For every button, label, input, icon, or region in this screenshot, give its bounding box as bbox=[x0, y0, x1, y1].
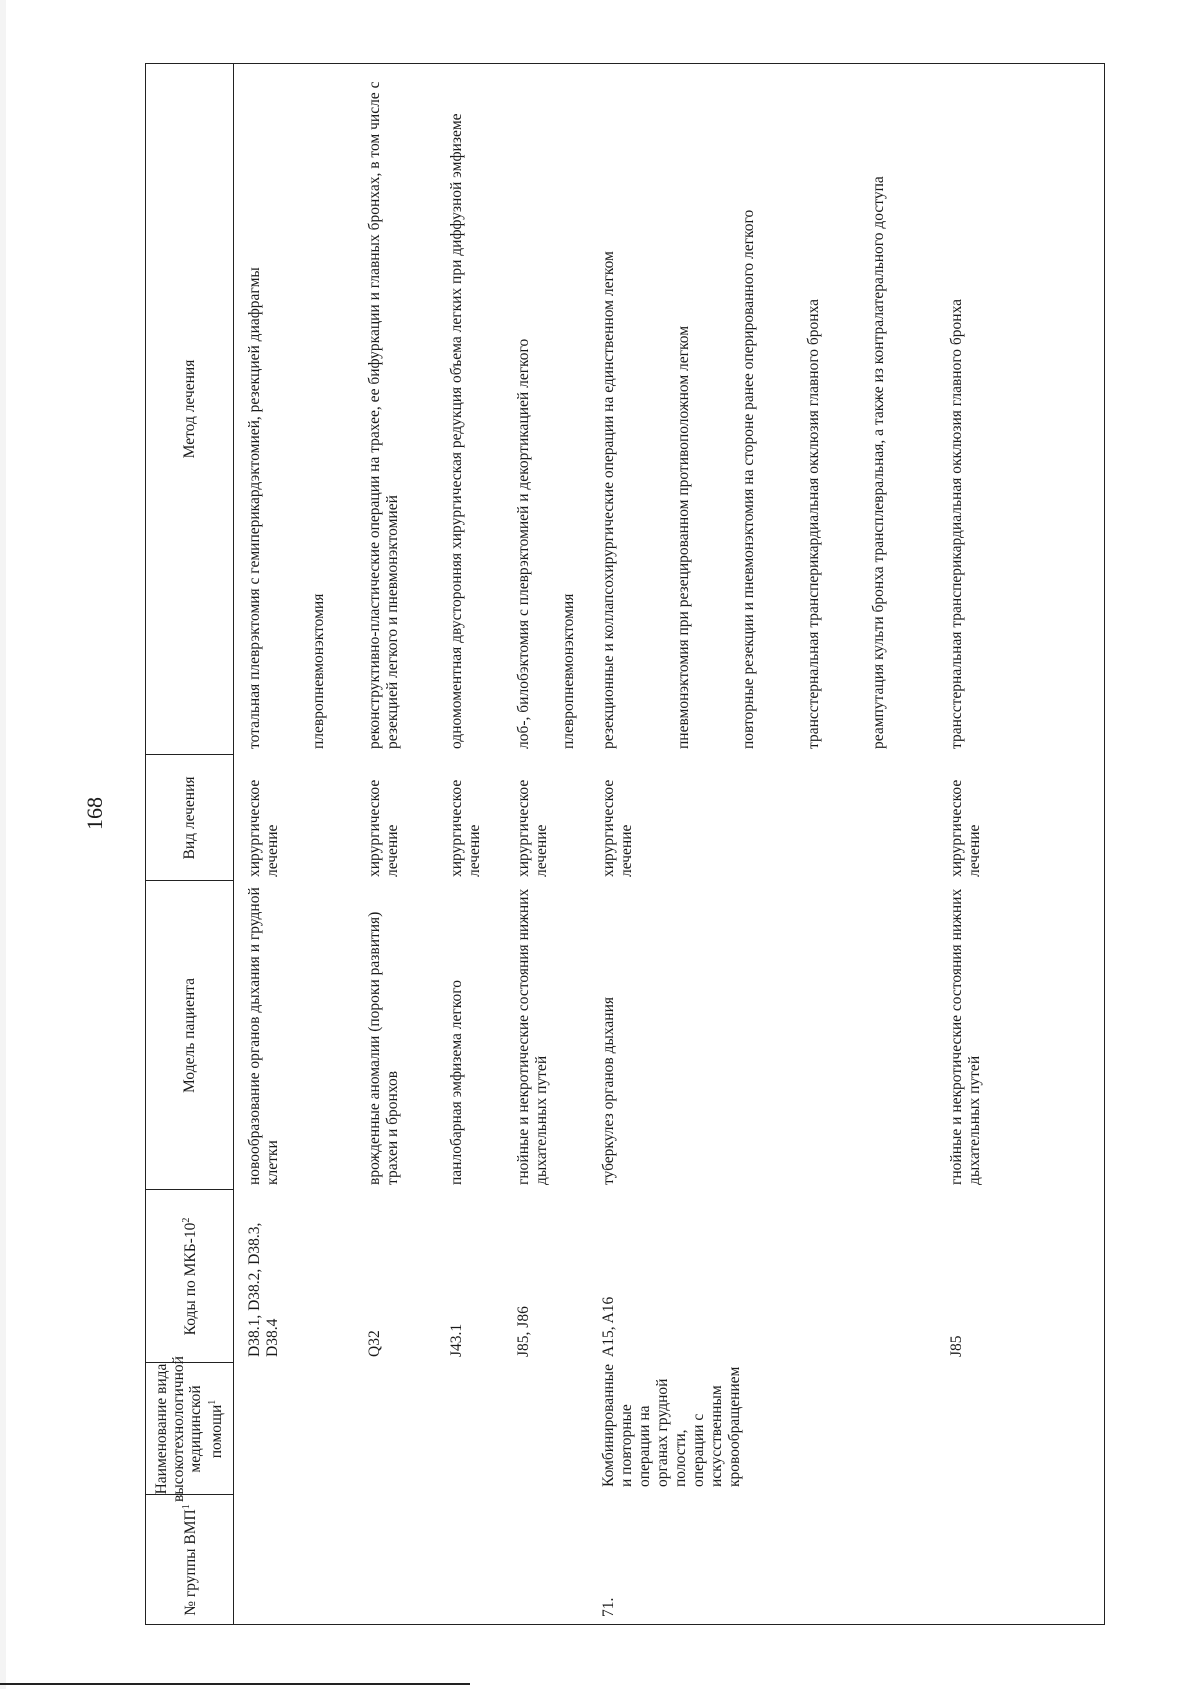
row-1-method-1: тотальная плеврэктомия с гемиперикардэктомией, резекцией диафрагмы bbox=[246, 267, 263, 749]
row-1-method-2: плевропневмонэктомия bbox=[310, 593, 327, 749]
row-3-model: панлобарная эмфизема легкого bbox=[448, 980, 465, 1185]
header-divider bbox=[233, 63, 234, 1625]
row-3-type: хирургическое лечение bbox=[448, 779, 483, 877]
row-6-type: хирургическое лечение bbox=[948, 779, 983, 877]
page-number: 168 bbox=[82, 797, 107, 830]
row-5-group: 71. bbox=[600, 1597, 617, 1617]
header-treatment-type: Вид лечения bbox=[180, 776, 198, 860]
row-2-model: врожденные аномалии (пороки развития) трахеи и бронхов bbox=[366, 911, 401, 1185]
row-3-codes: J43.1 bbox=[448, 1323, 465, 1357]
row-1-type: хирургическое лечение bbox=[246, 779, 281, 877]
row-5-codes: A15, A16 bbox=[600, 1296, 617, 1357]
row-4-type: хирургическое лечение bbox=[515, 779, 550, 877]
row-5-type: хирургическое лечение bbox=[600, 779, 635, 877]
row-5-model: туберкулез органов дыхания bbox=[600, 996, 617, 1185]
row-5-method-4: трансстернальная трансперикардиальная окклюзия главного бронха bbox=[805, 298, 822, 749]
row-6-model: гнойные и некротические состояния нижних дыхательных путей bbox=[948, 888, 983, 1185]
header-treatment-method: Метод лечения bbox=[180, 359, 198, 459]
footnote-rule bbox=[0, 1683, 470, 1685]
row-2-codes: Q32 bbox=[366, 1330, 383, 1357]
header-patient-model: Модель пациента bbox=[180, 978, 198, 1093]
row-4-method-2: плевропневмонэктомия bbox=[560, 593, 577, 749]
row-5-method-2: пневмонэктомия при резецированном противоположном легком bbox=[675, 325, 692, 749]
header-group-number: № группы ВМП$^1$ bbox=[181, 1504, 200, 1616]
rotated-table-region bbox=[145, 63, 1105, 1625]
row-6-method-1: трансстернальная трансперикардиальная окклюзия главного бронха bbox=[948, 298, 965, 749]
row-4-method-1: лоб-, билобэктомия с плеврэктомией и декортикацией легкого bbox=[515, 338, 532, 749]
header-icd-codes: Коды по МКБ-$10^2$ bbox=[181, 1217, 200, 1336]
row-1-model: новообразование органов дыхания и грудной клетки bbox=[246, 887, 281, 1185]
row-2-method-1: реконструктивно-пластические операции на трахее, ее бифуркации и главных бронхах, в том числе с резекцией легкого и пневмонэктомией bbox=[366, 81, 401, 749]
row-6-codes: J85 bbox=[948, 1335, 965, 1357]
row-4-codes: J85, J86 bbox=[515, 1306, 532, 1357]
row-1-codes: D38.1, D38.2, D38.3, D38.4 bbox=[246, 1222, 281, 1357]
row-2-type: хирургическое лечение bbox=[366, 779, 401, 877]
row-5-name: Комбинированные и повторные операции на органах грудной полости, операции с искусственным кровообращением bbox=[600, 1364, 743, 1487]
scan-edge bbox=[0, 0, 6, 1689]
row-4-model: гнойные и некротические состояния нижних дыхательных путей bbox=[515, 888, 550, 1185]
header-vmp-name: Наименование вида высокотехнологичной медицинской помощи$^1$ bbox=[152, 1356, 226, 1502]
row-5-method-5: реампутация культи бронха трансплевральная, а также из контралатерального доступа bbox=[870, 176, 887, 749]
treatment-table bbox=[145, 63, 1105, 1625]
row-3-method-1: одномоментная двусторонняя хирургическая редукция объема легких при диффузной эмфиземе bbox=[448, 113, 465, 749]
row-5-method-3: повторные резекции и пневмонэктомия на стороне ранее оперированного легкого bbox=[740, 209, 757, 749]
row-5-method-1: резекционные и коллапсохирургические операции на единственном легком bbox=[600, 251, 617, 749]
